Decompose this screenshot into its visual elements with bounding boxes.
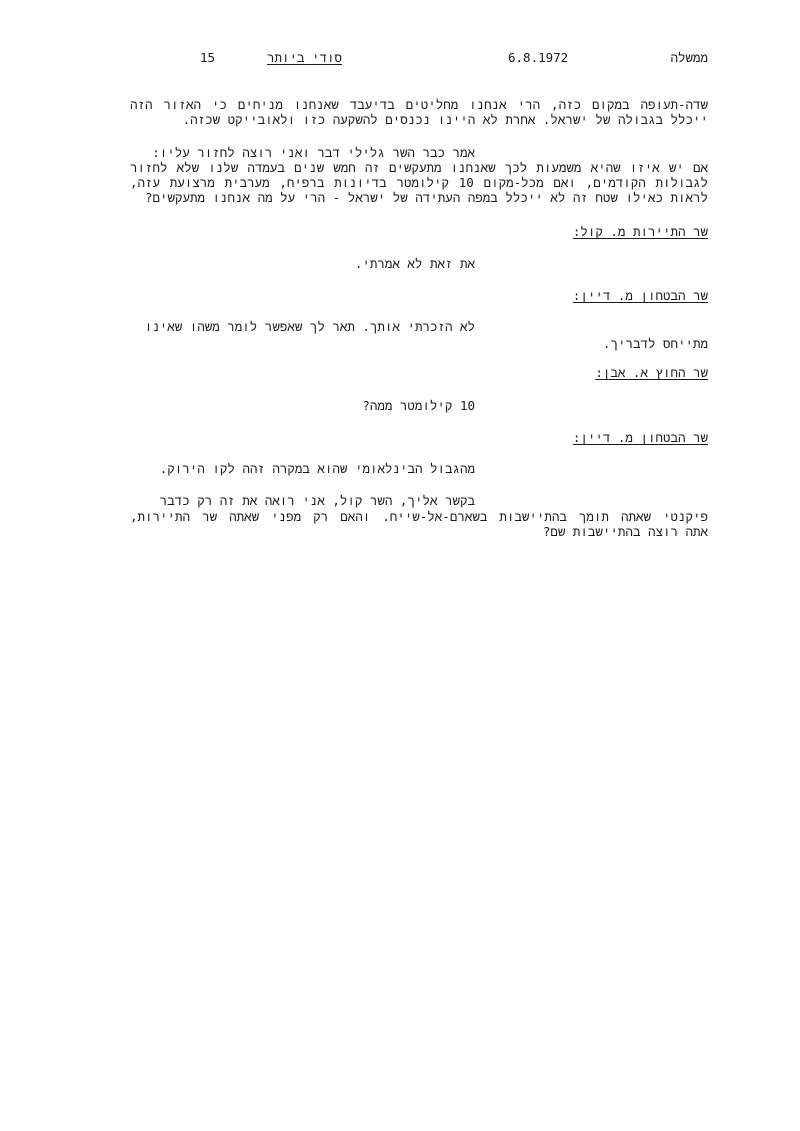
speech-line: מתייחס לדבריך. xyxy=(602,336,708,351)
speaker-name: שר הבטחון מ. דיין: xyxy=(572,288,708,303)
paragraph-line: אם יש איזו שהיא משמעות לכך שאנחנו מתעקשים זה חמש שנים בעמדה שלנו שלא לחזור xyxy=(130,160,708,175)
speech-line: לא הזכרתי אותך. תאר לך שאפשר לומר משהו שאינו xyxy=(144,319,475,334)
paragraph-line: לראות כאילו שטח זה לא ייכלל במפה העתידה של ישראל - הרי על מה אנחנו מתעקשים? xyxy=(144,190,708,205)
speaker-name: שר התיירות מ. קול: xyxy=(572,224,708,239)
header-title: ממשלה xyxy=(670,50,708,65)
speech-line: פיקנטי שאתה תומך בהתיישבות בשארם-אל-שייח. והאם רק מפני שאתה שר התיירות, xyxy=(130,509,708,524)
speech-line: 10 קילומטר ממה? xyxy=(362,398,475,413)
speech-line: את זאת לא אמרתי. xyxy=(354,256,475,271)
paragraph-line: ייכלל בגבולה של ישראל. אחרת לא היינו נכנסים להשקעה כזו ולאובייקט שכזה. xyxy=(182,112,708,127)
paragraph-line: לגבולות הקודמים, ואם מכל-מקום 10 קילומטר בדיונות ברפיח, מערבית מרצועת עזה, xyxy=(130,175,708,190)
speaker-name: שר הבטחון מ. דיין: xyxy=(572,430,708,445)
speech-line: אתה רוצה בהתיישבות שם? xyxy=(542,524,708,539)
speech-line: מהגבול הבינלאומי שהוא במקרה זהה לקו הירוק. xyxy=(159,461,475,476)
header-page-number: 15 xyxy=(200,50,216,65)
header-classification: סודי ביותר xyxy=(266,50,342,65)
speaker-name: שר החוץ א. אבן: xyxy=(595,365,708,380)
speech-line: בקשר אליך, השר קול, אני רואה את זה רק כדבר xyxy=(159,493,475,508)
paragraph-line: שדה-תעופה במקום כזה, הרי אנחנו מחליטים בדיעבד שאנחנו מניחים כי האזור הזה xyxy=(130,97,708,112)
header-date: 6.8.1972 xyxy=(508,50,569,65)
paragraph-line: אמר כבר השר גלילי דבר ואני רוצה לחזור עליו: xyxy=(152,145,475,160)
